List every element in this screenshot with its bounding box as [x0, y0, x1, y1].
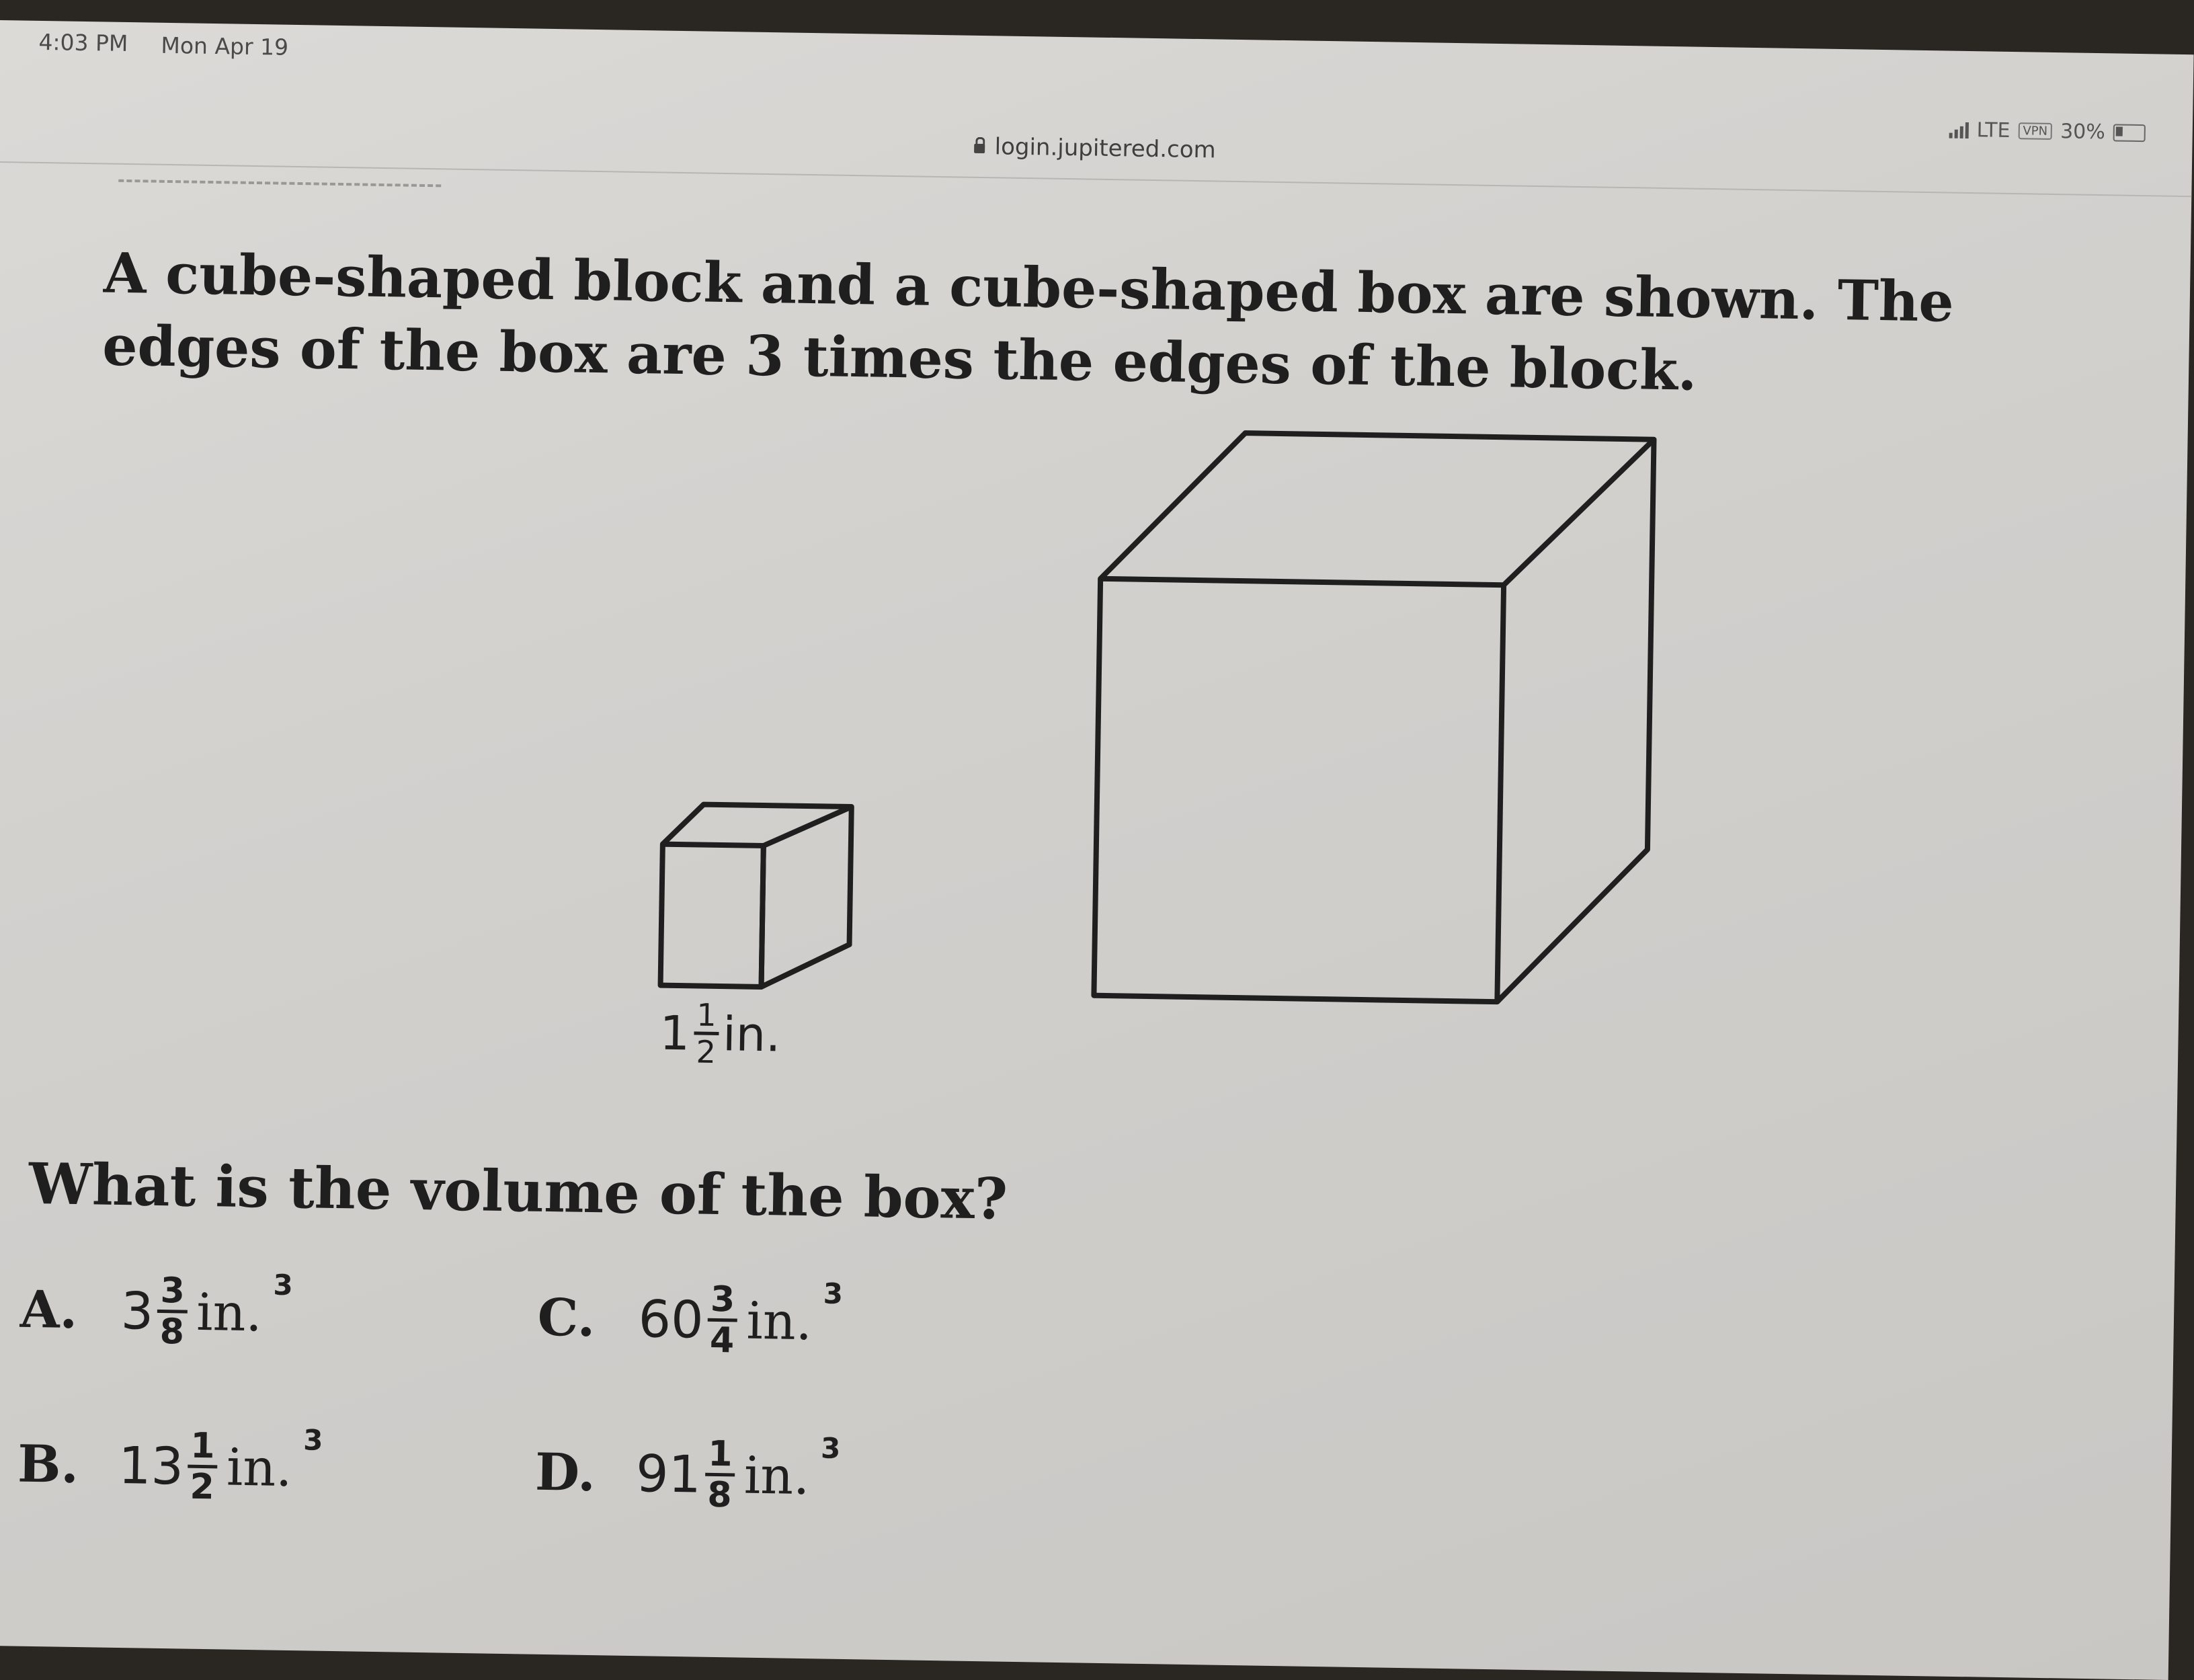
choice-exponent: 3: [823, 1277, 844, 1310]
url-text[interactable]: login.jupitered.com: [994, 133, 1217, 164]
network-label: LTE: [1976, 118, 2010, 143]
ipad-screen: [0, 20, 2194, 1680]
choice-letter: A.: [19, 1279, 79, 1341]
choice-whole: 91: [635, 1443, 702, 1505]
edge-denominator: 2: [696, 1033, 717, 1070]
edge-length-label: [659, 996, 781, 1070]
choice-letter: B.: [17, 1433, 79, 1495]
choice-exponent: 3: [302, 1423, 323, 1457]
cube-figure: [628, 413, 1687, 1135]
lock-icon: [975, 144, 985, 153]
edge-numerator: 1: [694, 999, 719, 1035]
choice-exponent: 3: [820, 1431, 841, 1465]
large-cube: [1094, 431, 1654, 1004]
question-prompt: What is the volume of the box?: [28, 1150, 1008, 1232]
small-cube: [661, 804, 852, 988]
choice-denominator: 4: [709, 1320, 735, 1361]
edge-unit: in.: [722, 1006, 781, 1062]
choice-fraction: [187, 1425, 218, 1508]
choice-numerator: 3: [707, 1282, 737, 1322]
vpn-badge: VPN: [2018, 122, 2052, 140]
status-time: 4:03 PM: [38, 28, 128, 56]
divider: [118, 179, 441, 188]
choice-numerator: 1: [188, 1429, 218, 1469]
choice-d[interactable]: [534, 1431, 841, 1516]
choice-whole: 60: [638, 1289, 704, 1350]
choice-exponent: 3: [273, 1268, 294, 1302]
choice-fraction: [707, 1279, 738, 1361]
status-date: Mon Apr 19: [161, 32, 289, 61]
choice-letter: D.: [534, 1441, 596, 1503]
battery-percent: 30%: [2060, 120, 2106, 145]
choice-unit: in.: [196, 1281, 263, 1343]
choice-letter: C.: [537, 1287, 596, 1349]
choice-a[interactable]: [19, 1268, 294, 1353]
choice-unit: in.: [745, 1290, 813, 1352]
choice-unit: in.: [226, 1437, 293, 1498]
choice-whole: 3: [120, 1281, 154, 1341]
edge-whole: 1: [659, 1005, 690, 1061]
choice-whole: 13: [118, 1435, 184, 1496]
choice-denominator: 8: [159, 1311, 185, 1353]
choice-numerator: 3: [157, 1273, 188, 1314]
choice-unit: in.: [743, 1445, 811, 1507]
edge-fraction: [693, 996, 719, 1070]
choice-fraction: [704, 1433, 735, 1516]
question-text: A cube-shaped block and a cube-shaped box are shown. The edges of the box are 3 times the edges of the block.: [101, 241, 1955, 403]
choice-denominator: 2: [190, 1466, 215, 1508]
choice-b[interactable]: [17, 1423, 323, 1508]
choice-numerator: 1: [705, 1437, 735, 1477]
choice-fraction: [157, 1270, 188, 1353]
choice-denominator: 8: [706, 1474, 733, 1516]
choice-c[interactable]: [537, 1279, 843, 1360]
